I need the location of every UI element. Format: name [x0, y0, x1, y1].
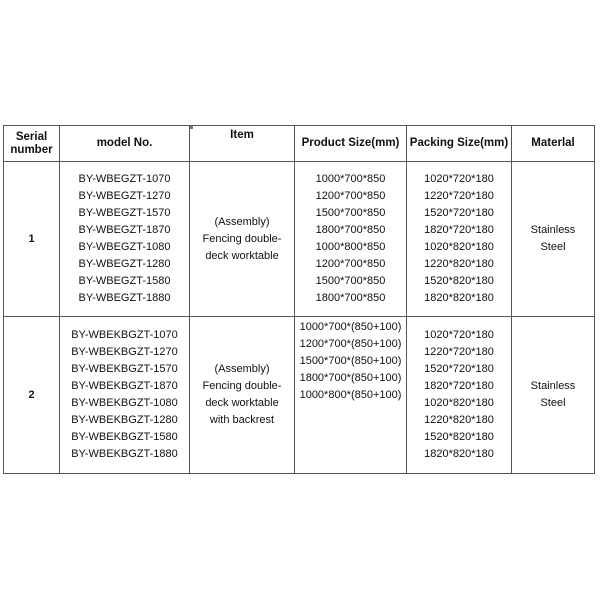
serial-number: 2 — [4, 317, 60, 474]
model-number: BY-WBEGZT-1070 — [78, 173, 171, 185]
model-number: BY-WBEKBGZT-1870 — [71, 380, 178, 392]
packing-size: 1820*820*180 — [424, 292, 494, 304]
header-item: Item — [190, 126, 295, 162]
packing-size: 1520*720*180 — [424, 207, 494, 219]
header-material: Materlal — [512, 126, 595, 162]
product-size: 1000*700*850 — [315, 173, 386, 185]
packing-size: 1220*820*180 — [424, 414, 494, 426]
header-model: model No. — [60, 126, 190, 162]
header-packing-size: Packing Size(mm) — [407, 126, 512, 162]
model-number: BY-WBEGZT-1080 — [78, 241, 171, 253]
packing-size: 1820*720*180 — [424, 224, 494, 236]
packing-size: 1220*720*180 — [424, 190, 494, 202]
packing-size: 1520*720*180 — [424, 363, 494, 375]
product-size: 1200*700*850 — [315, 190, 386, 202]
packing-size: 1020*820*180 — [424, 241, 494, 253]
model-number: BY-WBEGZT-1270 — [78, 190, 171, 202]
packing-size-list — [407, 317, 512, 474]
product-size: 1200*700*(850+100) — [299, 338, 402, 350]
header-product-size: Product Size(mm) — [295, 126, 407, 162]
packing-size: 1020*720*180 — [424, 173, 494, 185]
product-size: 1000*800*850 — [315, 241, 386, 253]
product-size: 1800*700*850 — [315, 292, 386, 304]
packing-size: 1820*820*180 — [424, 448, 494, 460]
packing-size: 1820*720*180 — [424, 380, 494, 392]
packing-size: 1220*720*180 — [424, 346, 494, 358]
model-number: BY-WBEGZT-1880 — [78, 292, 171, 304]
model-number: BY-WBEGZT-1870 — [78, 224, 171, 236]
item-description: (Assembly) Fencing double- deck worktable — [190, 162, 295, 317]
packing-size: 1020*820*180 — [424, 397, 494, 409]
product-size-list — [295, 317, 407, 474]
serial-number: 1 — [4, 162, 60, 317]
header-serial: Serial number — [4, 126, 60, 162]
packing-size: 1520*820*180 — [424, 275, 494, 287]
model-list — [60, 162, 190, 317]
table-row — [4, 162, 595, 317]
model-number: BY-WBEKBGZT-1280 — [71, 414, 178, 426]
packing-size: 1520*820*180 — [424, 431, 494, 443]
product-size: 1800*700*850 — [315, 224, 386, 236]
model-number: BY-WBEGZT-1280 — [78, 258, 171, 270]
model-list — [60, 317, 190, 474]
product-size: 1000*700*(850+100) — [299, 321, 402, 333]
model-number: BY-WBEKBGZT-1070 — [71, 329, 178, 341]
product-size: 1000*800*(850+100) — [299, 389, 402, 401]
product-size: 1800*700*(850+100) — [299, 372, 402, 384]
header-row — [4, 126, 595, 162]
material: Stainless Steel — [512, 317, 595, 474]
product-size-list — [295, 162, 407, 317]
item-description: (Assembly) Fencing double- deck worktable with backrest — [190, 317, 295, 474]
model-number: BY-WBEKBGZT-1580 — [71, 431, 178, 443]
product-spec-table — [3, 125, 595, 474]
product-size: 1500*700*850 — [315, 207, 386, 219]
model-number: BY-WBEGZT-1570 — [78, 207, 171, 219]
product-size: 1500*700*(850+100) — [299, 355, 402, 367]
model-number: BY-WBEKBGZT-1570 — [71, 363, 178, 375]
packing-size-list — [407, 162, 512, 317]
model-number: BY-WBEGZT-1580 — [78, 275, 171, 287]
packing-size: 1020*720*180 — [424, 329, 494, 341]
table-row — [4, 317, 595, 474]
model-number: BY-WBEKBGZT-1880 — [71, 448, 178, 460]
model-number: BY-WBEKBGZT-1080 — [71, 397, 178, 409]
packing-size: 1220*820*180 — [424, 258, 494, 270]
product-size: 1200*700*850 — [315, 258, 386, 270]
material: Stainless Steel — [512, 162, 595, 317]
model-number: BY-WBEKBGZT-1270 — [71, 346, 178, 358]
product-size: 1500*700*850 — [315, 275, 386, 287]
